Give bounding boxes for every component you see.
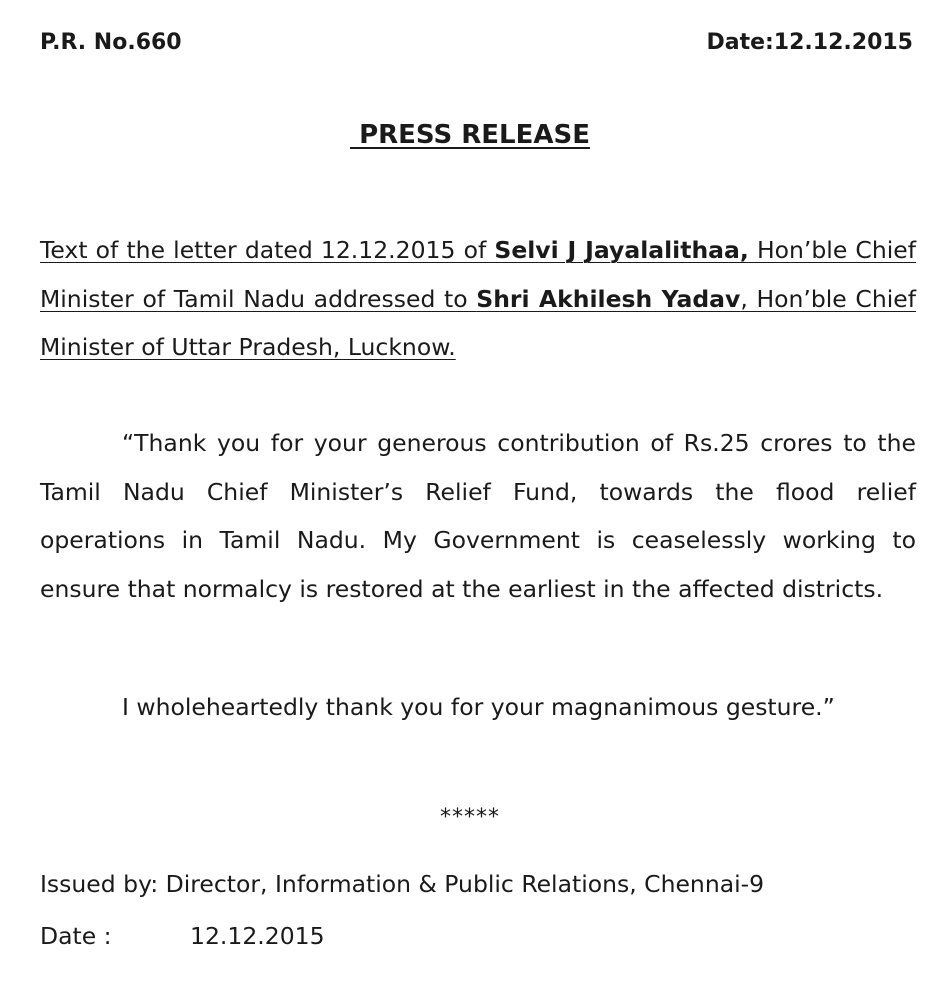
letter-paragraph-1: “Thank you for your generous contribution of Rs.25 crores to the Tamil Nadu Chief Minister’s Relief Fund, towards the flood relief operations in Tamil Nadu. My Government is ceaselessly working to ensure that normalcy is restored at the earliest in the affected districts. — [40, 429, 916, 603]
footer-date — [40, 922, 325, 950]
intro-text-part3: , Hon’ble Chief Minister of Uttar Pradesh, Lucknow. — [40, 284, 916, 361]
page-title: PRESS RELEASE — [350, 120, 590, 150]
letter-paragraph-2: I wholeheartedly thank you for your magnanimous gesture.” — [122, 693, 835, 721]
pr-number: P.R. No.660 — [40, 30, 182, 55]
intro-text-part2: Hon’ble Chief Minister of Tamil Nadu addressed to — [40, 236, 916, 313]
intro-text-part1: Text of the letter dated 12.12.2015 of — [40, 236, 495, 264]
separator: ***** — [440, 805, 500, 830]
footer-date-label: Date : — [40, 922, 112, 950]
header-date: Date:12.12.2015 — [706, 30, 913, 55]
intro-paragraph — [40, 226, 916, 372]
recipient-name: Shri Akhilesh Yadav — [476, 284, 741, 313]
footer-date-value: 12.12.2015 — [190, 922, 325, 950]
issued-by: Issued by: Director, Information & Public Relations, Chennai-9 — [40, 870, 765, 898]
sender-name: Selvi J Jayalalithaa, — [494, 236, 749, 264]
